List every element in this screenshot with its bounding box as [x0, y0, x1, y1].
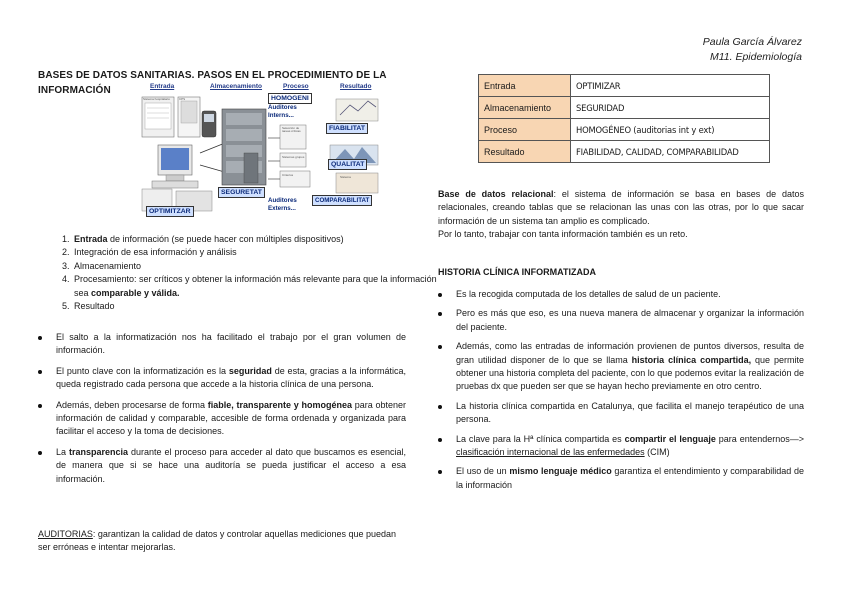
list-item [438, 340, 804, 394]
right-bullet-list [438, 288, 804, 498]
label-auditores-interns-2: Interns... [268, 112, 294, 119]
left-bullet-2-bold: seguridad [228, 365, 272, 376]
table-value: SEGURIDAD [571, 97, 770, 119]
summary-table [478, 74, 770, 163]
step-4-text: Procesamiento: ser críticos y obtener la información más relevante para que la información sea [74, 274, 437, 298]
list-item [438, 288, 804, 301]
diagram-header-resultado: Resultado [340, 83, 372, 90]
label-auditores-externs [268, 197, 297, 213]
list-item [38, 399, 406, 439]
section-title-hce: HISTORIA CLÍNICA INFORMATIZADA [438, 267, 596, 277]
step-3-text: Almacenamiento [74, 260, 142, 271]
right-bullet-3-bold: historia clínica compartida, [631, 354, 752, 365]
bullet-icon [438, 405, 442, 409]
process-steps [38, 233, 442, 313]
label-auditores-interns [268, 104, 297, 120]
small-label-criterios: Criterios [282, 173, 294, 177]
right-bullet-1: Es la recogida computada de los detalles de salud de un paciente. [456, 289, 721, 299]
label-seguretat: SEGURETAT [218, 187, 265, 198]
diagram-header-almacenamiento: Almacenamiento [210, 83, 263, 90]
right-bullet-6-pre: El uso de un [456, 466, 510, 477]
left-bullet-2-pre: El punto clave con la informatización es la [56, 365, 229, 376]
table-value: OPTIMIZAR [571, 75, 770, 97]
small-label-sistema-hospitalario: Sistema hospitalario [143, 97, 171, 101]
relational-line2: Por lo tanto, trabajar con tanta información también es un reto. [438, 229, 688, 240]
left-bullet-4-pre: La [56, 446, 69, 457]
list-item [438, 307, 804, 334]
step-1-text: de información (se puede hacer con múltiples dispositivos) [107, 234, 344, 244]
course-name: M11. Epidemiología [709, 51, 802, 63]
step-5-text: Resultado [74, 301, 115, 312]
label-auditores-externs-1: Auditores [268, 197, 297, 204]
left-bullet-2-post: de esta, gracias a la informática, queda registrado cada persona que accede a la historia clínica de una persona. [56, 365, 406, 390]
left-bullet-3-post: para obtener información de calidad y comparable, accesible de forma ordenada y organizada para facilitar el acceso y la toma de decisiones. [56, 399, 406, 437]
right-bullet-5-post: (CIM) [644, 447, 670, 458]
bullet-icon [38, 404, 42, 408]
bullet-icon [438, 470, 442, 474]
relational-bold: Base de datos relacional [438, 189, 554, 199]
label-qualitat: QUALITAT [328, 159, 367, 170]
left-bullet-4-post: durante el proceso para acceder al dato que buscamos es esencial, de manera que si se hace una auditoría se pueda justificar el acceso a esa información. [56, 446, 406, 484]
process-diagram [140, 83, 381, 221]
step-1-bold: Entrada [74, 234, 108, 244]
table-row [479, 97, 770, 119]
label-fiabilitat: FIABILITAT [326, 123, 368, 134]
right-bullet-3-post: que permite obtener una historia completa del paciente, con lo que podemos evitar la realización de pruebas dx que pueden ser que se hayan hecho previamente en otro centro. [456, 354, 804, 392]
list-item [38, 446, 406, 486]
right-bullet-3-pre: Además, como las entradas de información provienen de puntos diversos, resulta de gran utilidad disponer de lo que se llama [456, 341, 804, 365]
table-value: HOMOGÉNEO (auditorias int y ext) [571, 119, 770, 141]
step-item [72, 233, 442, 246]
step-item [72, 273, 442, 300]
label-homogeni: HOMOGENI [268, 93, 312, 104]
right-bullet-6-bold: mismo lenguaje médico [509, 466, 612, 477]
bullet-icon [438, 438, 442, 442]
label-auditores-externs-2: Externs... [268, 205, 296, 212]
bullet-icon [38, 370, 42, 374]
author-name: Paula García Álvarez [702, 36, 802, 48]
right-bullet-5-bold: compartir el lenguaje [624, 433, 716, 444]
table-row [479, 141, 770, 163]
left-bullet-3-bold: fiable, transparente y homogénea [207, 399, 352, 410]
table-key: Entrada [479, 75, 571, 97]
step-item [72, 260, 442, 273]
table-value: FIABILIDAD, CALIDAD, COMPARABILIDAD [571, 141, 770, 163]
label-optimitzar: OPTIMITZAR [146, 206, 194, 217]
step-4-bold: comparable y válida. [91, 287, 180, 298]
table-row [479, 75, 770, 97]
bullet-icon [438, 293, 442, 297]
relational-text: : el sistema de información se basa en bases de datos relacionales, creando tablas que se relacionan las unas con las otras, por lo que sacar información de un sistema tan amplio es complicado. [438, 189, 805, 226]
left-bullet-list [38, 331, 406, 493]
cie-link[interactable]: clasificación internacional de las enfermedades [456, 447, 645, 458]
bullet-icon [38, 451, 42, 455]
list-item [38, 365, 406, 392]
bullet-icon [38, 336, 42, 340]
table-row [479, 119, 770, 141]
label-auditores-interns-1: Auditores [268, 104, 297, 111]
auditorias-text: : garantizan la calidad de datos y controlar aquellas mediciones que puedan ser erróneas e intentar mejorarlas. [38, 529, 397, 553]
auditorias-label: AUDITORIAS [38, 529, 93, 539]
diagram-header-entrada: Entrada [150, 83, 175, 90]
left-bullet-4-bold: transparencia [69, 446, 129, 457]
right-bullet-5-pre: La clave para la Hª clínica compartida es [456, 433, 625, 444]
bullet-icon [438, 312, 442, 316]
author-header [703, 35, 802, 65]
small-label-sistema: Sistema [340, 175, 351, 179]
list-item [38, 331, 406, 358]
right-bullet-4: La historia clínica compartida en Catalunya, que facilita el manejo terapéutico de una persona. [456, 400, 804, 425]
table-key: Resultado [479, 141, 571, 163]
list-item [438, 433, 804, 460]
relational-db-paragraph [438, 188, 804, 242]
diagram-header-proceso: Proceso [283, 83, 309, 90]
list-item [438, 400, 804, 427]
label-comparabilitat: COMPARABILITAT [312, 195, 372, 206]
step-2-text: Integración de esa información y análisis [74, 247, 237, 258]
auditorias-paragraph [38, 528, 406, 555]
step-item [72, 246, 442, 259]
table-key: Proceso [479, 119, 571, 141]
table-key: Almacenamiento [479, 97, 571, 119]
small-label-cps: CPS [179, 97, 186, 101]
small-label-seleccion: Selección de tareas críticas [282, 126, 301, 134]
left-bullet-3-pre: Además, deben procesarse de forma [56, 399, 208, 410]
small-label-sistemas-grupos: Sistemas grupos [282, 155, 305, 159]
bullet-icon [438, 345, 442, 349]
list-item [438, 465, 804, 492]
page-title: BASES DE DATOS SANITARIAS. PASOS EN EL PROCEDIMIENTO DE LA INFORMACIÓN [38, 70, 387, 96]
right-bullet-5-mid: para entendernos—> [715, 433, 805, 444]
right-bullet-6-post: garantiza el entendimiento y comparabilidad de la información [456, 466, 805, 490]
left-bullet-1: El salto a la informatización nos ha facilitado el trabajo por el gran volumen de información. [56, 332, 406, 356]
step-item [72, 300, 442, 313]
right-bullet-2: Pero es más que eso, es una nueva manera de almacenar y organizar la información del paciente. [456, 308, 804, 332]
